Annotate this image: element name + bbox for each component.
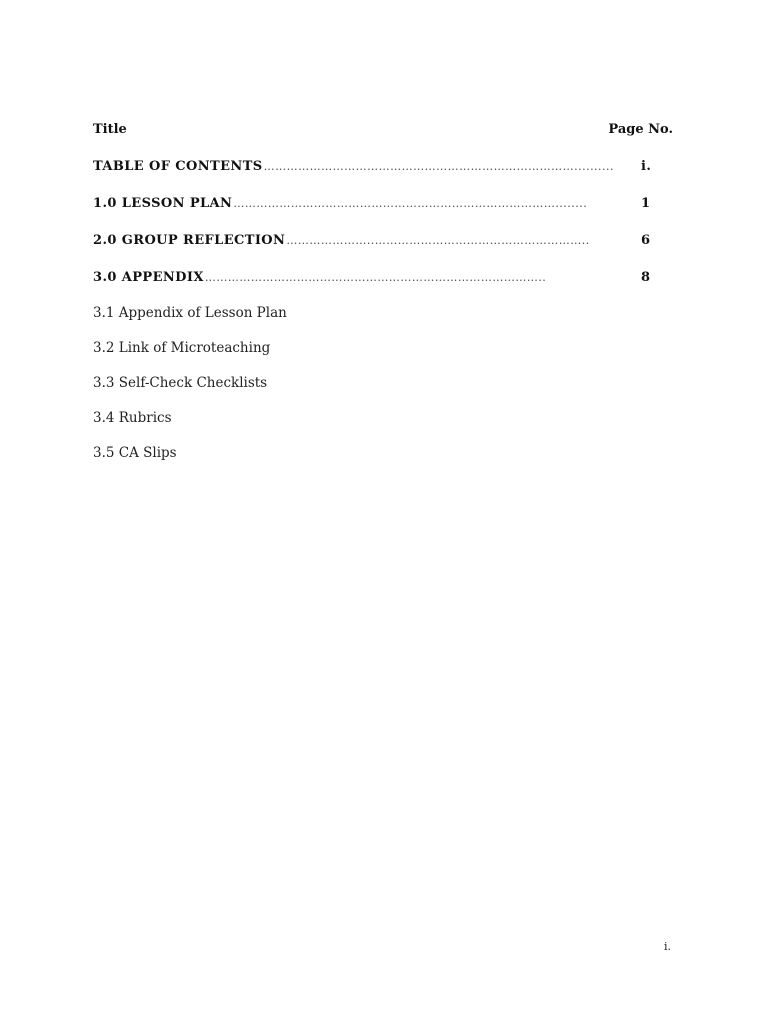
toc-sub-item: 3.3 Self-Check Checklists: [93, 375, 268, 391]
toc-header: [93, 122, 673, 137]
toc-sub-item: 3.2 Link of Microteaching: [93, 340, 271, 356]
toc-entry-page: 6: [641, 233, 651, 248]
toc-entry-lesson-plan: [93, 196, 653, 211]
toc-sub-item: 3.4 Rubrics: [93, 410, 172, 426]
toc-dot-leader: …………………………………………………………………………........: [233, 197, 588, 210]
title-column-label: Title: [93, 122, 127, 137]
toc-entry-label: 3.0 APPENDIX: [93, 270, 204, 285]
footer-page-number: i.: [664, 940, 672, 953]
toc-entry-page: 1: [641, 196, 651, 211]
toc-dot-leader: …………………..………………………………………………..: [286, 234, 590, 247]
toc-dot-leader: ……………………………………………………………………………..: [204, 271, 547, 284]
toc-entry-page: 8: [641, 270, 651, 285]
toc-sub-item: 3.1 Appendix of Lesson Plan: [93, 305, 287, 321]
page-number-column-label: Page No.: [608, 122, 673, 137]
toc-entry-label: 2.0 GROUP REFLECTION: [93, 233, 286, 248]
toc-entry-page: i.: [641, 159, 652, 174]
toc-dot-leader: ………………………………………………………………………..........: [263, 160, 615, 173]
toc-entry-table-of-contents: [93, 159, 653, 174]
toc-entry-label: TABLE OF CONTENTS: [93, 159, 263, 174]
toc-sub-item: 3.5 CA Slips: [93, 445, 177, 461]
toc-entry-label: 1.0 LESSON PLAN: [93, 196, 233, 211]
toc-entry-appendix: [93, 270, 653, 285]
toc-entry-group-reflection: [93, 233, 653, 248]
